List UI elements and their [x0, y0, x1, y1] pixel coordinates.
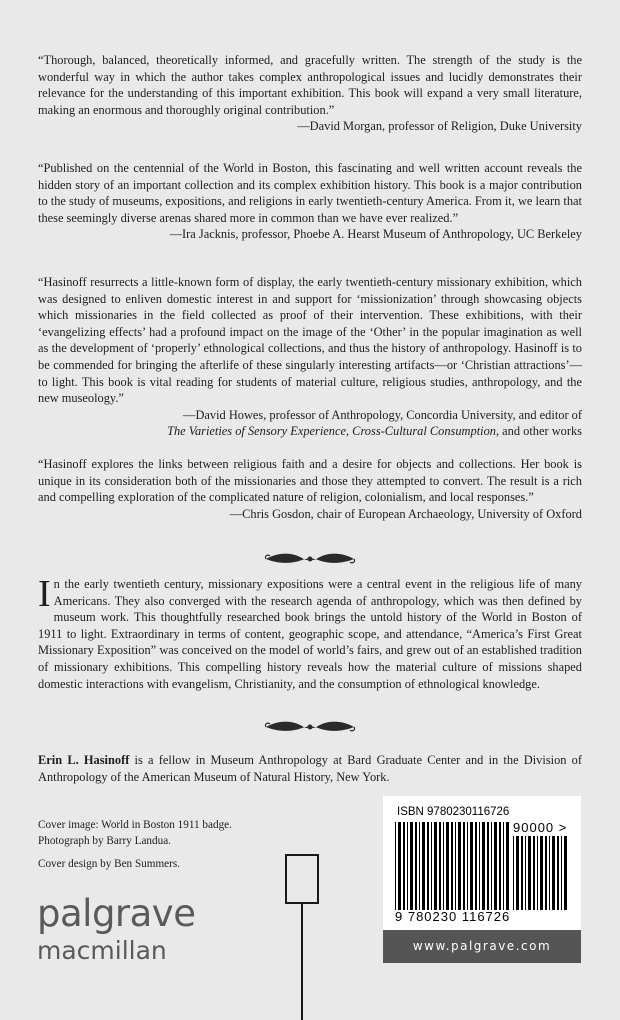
- barcode-bar: [467, 822, 468, 910]
- barcode-bar: [443, 822, 444, 910]
- barcode-bar: [564, 836, 567, 910]
- cover-image-line: Cover image: World in Boston 1911 badge.: [38, 819, 232, 831]
- review-attribution: —Chris Gosdon, chair of European Archaeology, University of Oxford: [229, 506, 582, 521]
- barcode-bar: [455, 822, 456, 910]
- cover-credits: [38, 818, 298, 881]
- barcode-bar: [419, 822, 420, 910]
- author-name: Erin L. Hasinoff: [38, 753, 130, 767]
- review-quote: “Hasinoff resurrects a little-known form of display, the early twentieth-century missionary exhibition, which was designed to enliven domestic interest in and support for ‘missionization’ through showcasing objects which missionaries in the field collected as proof of their intervention. These exhibitions, with their ‘evangelizing effects’ had a profound impact on the image of the ‘Other’ in the popular imagination as well as the development of ‘properly’ ethnological collections, and thus the history of anthropology. Hasinoff is to be commended for bringing the afterlife of these singularly interesting artifacts—or ‘Christian attractions’—to light. This book is vital reading for students of material culture, religious studies, anthropology, and the new museology.”: [38, 275, 582, 406]
- barcode-bar: [513, 836, 514, 910]
- barcode-bar: [503, 822, 504, 910]
- flourish-icon: [262, 550, 358, 568]
- review-4: [38, 456, 582, 522]
- barcode-bar: [506, 822, 509, 910]
- barcode-bar: [446, 822, 449, 910]
- barcode-bar: [516, 836, 519, 910]
- barcode-bar: [549, 836, 550, 910]
- isbn-label: ISBN 9780230116726: [397, 806, 510, 818]
- barcode-bar: [431, 822, 432, 910]
- publisher-url[interactable]: www.palgrave.com: [383, 930, 581, 963]
- book-description: [38, 573, 582, 692]
- ornament-divider: [0, 550, 620, 570]
- attribution-text: —David Howes, professor of Anthropology, Concordia University, and editor of: [183, 407, 582, 422]
- barcode-bar: [521, 836, 523, 910]
- review-2: [38, 160, 582, 243]
- drop-cap: I: [38, 573, 51, 615]
- barcode-bar: [403, 822, 405, 910]
- cover-design-credit: Cover design by Ben Summers.: [38, 858, 181, 870]
- badge-string: [301, 904, 303, 1020]
- barcode-bar: [410, 822, 413, 910]
- barcode-bar: [557, 836, 559, 910]
- review-quote: “Hasinoff explores the links between religious faith and a desire for objects and collections. Her book is unique in its consideration both of the missionaries and those they attempted to convert. The result is a rich and compelling exploration of the complicated nature of religion, colonialism, and local responses.”: [38, 457, 582, 505]
- barcode-bar: [451, 822, 453, 910]
- barcode-bar: [439, 822, 441, 910]
- barcode-bar: [415, 822, 417, 910]
- barcode-bar: [463, 822, 465, 910]
- barcode-panel: [383, 796, 581, 963]
- barcode-bar: [528, 836, 531, 910]
- barcode-bar: [395, 822, 396, 910]
- description-text: n the early twentieth century, missionary expositions were a central event in the religious life of many Americans. They also converged with the research agenda of anthropology, which was then defined by museum work. This thoughtfully researched book brings the untold history of the World in Boston of 1911 to light. Extraordinary in terms of content, geographic scope, and attendance, “America’s First Great Missionary Exposition” was conceived on the model of world’s fairs, and grew out of an established tradition of missionary exhibitions. This compelling history reveals how the material culture of missions shaped domestic interactions with evangelism, Christianity, and the consumption of ethnological knowledge.: [38, 577, 582, 691]
- barcode-bar: [487, 822, 489, 910]
- price-code: 90000 >: [513, 820, 568, 835]
- publisher-logo-line2: macmillan: [37, 936, 167, 965]
- barcode-bar: [540, 836, 543, 910]
- barcode-bar: [434, 822, 437, 910]
- barcode-bar: [407, 822, 408, 910]
- barcode-bar: [552, 836, 555, 910]
- barcode-bar: [561, 836, 562, 910]
- cover-image-credit: [38, 818, 298, 849]
- barcode-bar: [533, 836, 535, 910]
- barcode-bar: [499, 822, 501, 910]
- barcode-bar: [422, 822, 425, 910]
- barcode-bar: [470, 822, 473, 910]
- barcode-bar: [458, 822, 461, 910]
- barcode-bar: [545, 836, 547, 910]
- barcode-bar: [475, 822, 477, 910]
- barcode-bar: [525, 836, 526, 910]
- barcode-bar: [537, 836, 538, 910]
- barcode-bar: [494, 822, 497, 910]
- publisher-logo-line1: palgrave: [37, 892, 196, 935]
- attribution-tail: , and other works: [495, 424, 582, 439]
- barcode-bar: [491, 822, 492, 910]
- barcode-bar: [427, 822, 429, 910]
- barcode-main: [395, 822, 511, 910]
- badge-graphic: [285, 854, 319, 904]
- ornament-divider-2: [0, 718, 620, 738]
- barcode-bar: [482, 822, 485, 910]
- attribution-titles: The Varieties of Sensory Experience, Cross-Cultural Consumption: [167, 424, 496, 439]
- review-attribution: [38, 407, 582, 440]
- photograph-line: Photograph by Barry Landua.: [38, 834, 171, 847]
- review-attribution: —David Morgan, professor of Religion, Duke University: [297, 119, 582, 134]
- flourish-icon: [262, 718, 358, 736]
- barcode-addon: [513, 836, 571, 910]
- review-attribution: —Ira Jacknis, professor, Phoebe A. Hearst Museum of Anthropology, UC Berkeley: [169, 227, 582, 242]
- bio-text: is a fellow in Museum Anthropology at Bard Graduate Center and in the Division of Anthropology of the American Museum of Natural History, New York.: [38, 753, 583, 784]
- review-3: [38, 274, 582, 440]
- isbn-digits: 9 780230 116726: [395, 909, 511, 924]
- review-1: [38, 52, 582, 135]
- review-quote: “Thorough, balanced, theoretically informed, and gracefully written. The strength of the study is the wonderful way in which the author takes complex anthropological issues and lucidly demonstrates their relevance for the understanding of this important exhibition. This book will expand a very small literature, making an enormous and thoroughly original contribution.”: [38, 53, 582, 117]
- barcode-bar: [479, 822, 480, 910]
- author-bio: [38, 752, 582, 785]
- review-quote: “Published on the centennial of the World in Boston, this fascinating and well written account reveals the hidden story of an important collection and its complex exhibition history. This book is a major contribution to the study of museums, expositions, and religions in early twentieth-century America. From it, we learn that these seemingly diverse arenas shared more in common than we have ever realized.”: [38, 161, 582, 225]
- barcode-bar: [398, 822, 401, 910]
